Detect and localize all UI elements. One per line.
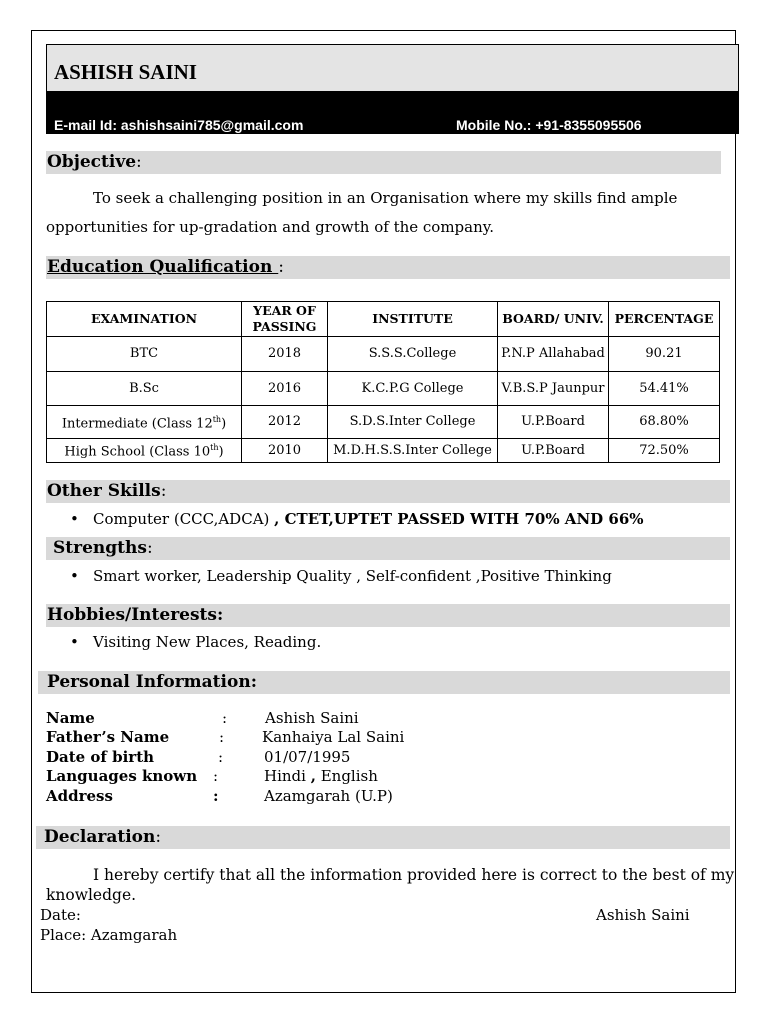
date-label: Date: [40,906,81,924]
table-row [47,372,720,406]
declaration-colon: : [155,827,162,847]
label-languages: Languages known [46,767,198,785]
objective-colon: : [136,152,142,172]
colon: : [213,767,219,785]
bullet-icon: • [70,567,79,585]
cell-percent: 54.41% [609,372,720,406]
education-heading [46,256,730,279]
hobbies-heading: Hobbies/Interests: [46,604,730,627]
strengths-colon: : [146,538,153,558]
declaration-line-1: I hereby certify that all the information provided here is correct to the best of my [93,866,735,884]
cell-exam: B.Sc [47,372,242,406]
cell-institute: S.S.S.College [328,337,498,372]
exam-sup: th [212,414,222,424]
skills-normal-text: Computer (CCC,ADCA) [93,510,275,528]
cell-board: U.P.Board [498,406,609,439]
header-examination: EXAMINATION [47,302,242,337]
lang-1: Hindi [264,767,311,785]
colon: : [213,787,219,805]
table-row [47,439,720,463]
cell-year: 2012 [242,406,328,439]
table-row [47,406,720,439]
cell-year: 2016 [242,372,328,406]
table-header-row [47,302,720,337]
value-name: Ashish Saini [265,709,359,727]
cell-year: 2018 [242,337,328,372]
header-board: BOARD/ UNIV. [498,302,609,337]
colon: : [219,728,225,746]
strengths-heading [46,537,730,560]
header-year: YEAR OF PASSING [242,302,328,337]
other-skills-colon: : [160,481,167,501]
cell-institute: S.D.S.Inter College [328,406,498,439]
place-label: Place: Azamgarah [40,926,178,944]
colon: : [218,748,224,766]
cell-percent: 72.50% [609,439,720,463]
declaration-line-2: knowledge. [46,886,137,904]
education-table [46,301,720,463]
objective-heading-text: Objective [47,152,137,172]
signature-name: Ashish Saini [596,906,690,924]
label-name: Name [46,709,95,727]
cell-percent: 68.80% [609,406,720,439]
cell-exam [47,406,242,439]
cell-year: 2010 [242,439,328,463]
skills-bold-text: , CTET,UPTET PASSED WITH 70% AND 66% [274,510,644,528]
personal-heading: Personal Information: [38,671,730,694]
education-colon: : [278,257,284,277]
exam-sup: th [210,443,219,453]
objective-heading [46,151,721,174]
exam-text: Intermediate (Class 12 [61,416,213,432]
contact-bar [46,91,739,134]
cell-exam: BTC [47,337,242,372]
cell-institute: K.C.P.G College [328,372,498,406]
strengths-text: Smart worker, Leadership Quality , Self-confident ,Positive Thinking [93,567,612,585]
lang-comma: , [310,767,316,785]
cell-board: P.N.P Allahabad [498,337,609,372]
table-row [47,337,720,372]
objective-line-2: opportunities for up-gradation and growth of the company. [46,218,495,236]
other-skills-heading [46,480,730,503]
value-father: Kanhaiya Lal Saini [262,728,405,746]
lang-2: English [315,767,378,785]
other-skills-heading-text: Other Skills [47,481,161,501]
hobbies-text: Visiting New Places, Reading. [93,633,322,651]
cell-exam [47,439,242,463]
value-address: Azamgarah (U.P) [264,787,393,805]
label-father: Father’s Name [46,728,170,746]
cell-board: U.P.Board [498,439,609,463]
strengths-item [70,567,612,585]
email: E-mail Id: ashishsaini785@gmail.com [54,117,304,133]
objective-line-1: To seek a challenging position in an Organisation where my skills find ample [93,189,678,207]
candidate-name: ASHISH SAINI [54,60,197,84]
bullet-icon: • [70,510,79,528]
exam-text: High School (Class 10 [64,444,211,460]
education-heading-text: Education Qualification [47,257,279,277]
name-header [46,44,739,91]
declaration-heading [36,826,730,849]
bullet-icon: • [70,633,79,651]
header-institute: INSTITUTE [328,302,498,337]
cell-institute: M.D.H.S.S.Inter College [328,439,498,463]
value-dob: 01/07/1995 [264,748,351,766]
label-dob: Date of birth [46,748,155,766]
exam-close: ) [221,416,227,432]
hobbies-item [70,633,321,651]
declaration-heading-text: Declaration [44,827,156,847]
label-address: Address [46,787,113,805]
exam-close: ) [218,444,224,460]
cell-board: V.B.S.P Jaunpur [498,372,609,406]
colon: : [222,709,228,727]
header-percentage: PERCENTAGE [609,302,720,337]
other-skills-item [70,510,644,528]
cell-percent: 90.21 [609,337,720,372]
mobile: Mobile No.: +91-8355095506 [456,117,642,133]
strengths-heading-text: Strengths [53,538,147,558]
value-languages [264,767,378,785]
